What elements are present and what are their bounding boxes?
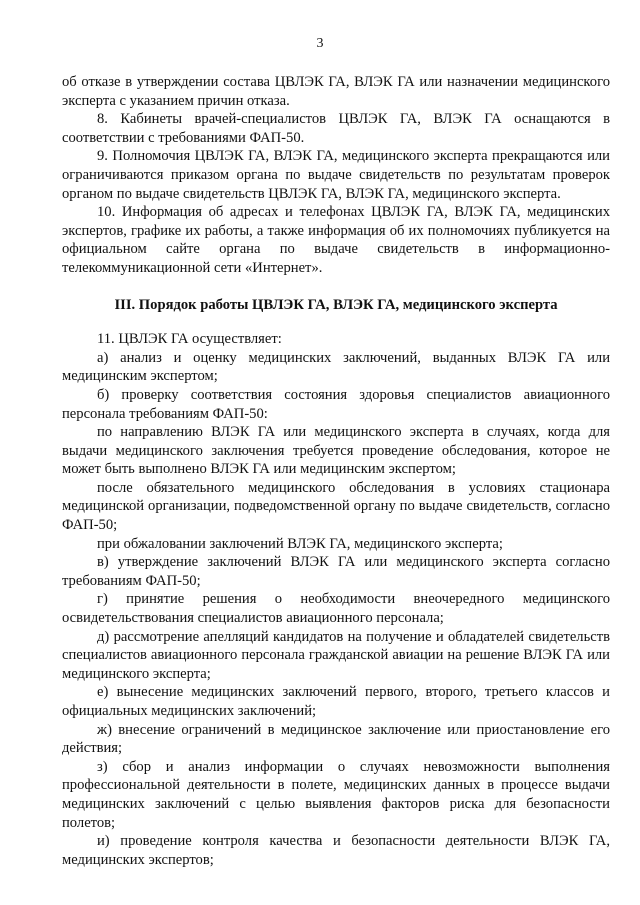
paragraph: после обязательного медицинского обследования в условиях стационара медицинской организации, подведомственной органу по выдаче свидетельств, согласно ФАП-50; bbox=[62, 479, 610, 534]
paragraphs-after-section bbox=[62, 330, 610, 869]
paragraph: д) рассмотрение апелляций кандидатов на получение и обладателей свидетельств специалистов авиационного персонала гражданской авиации на решение ВЛЭК ГА или медицинского эксперта; bbox=[62, 628, 610, 682]
paragraph: 11. ЦВЛЭК ГА осуществляет: bbox=[97, 331, 282, 348]
paragraph: з) сбор и анализ информации о случаях невозможности выполнения профессиональной деятельности в полете, медицинских данных в процессе выдачи медицинских заключений с целью выявления факторов риска для безопасности полетов; bbox=[62, 758, 610, 831]
page-number: 3 bbox=[316, 36, 324, 51]
paragraphs-before-section bbox=[62, 73, 610, 278]
paragraph: об отказе в утверждении состава ЦВЛЭК ГА, ВЛЭК ГА или назначении медицинского эксперта с указанием причин отказа. bbox=[62, 74, 610, 109]
paragraph: г) принятие решения о необходимости внеочередного медицинского освидетельствования специалистов авиационного персонала; bbox=[62, 591, 610, 627]
document-body bbox=[62, 73, 610, 869]
paragraph: по направлению ВЛЭК ГА или медицинского эксперта в случаях, когда для выдачи медицинского заключения требуется проведение обследования, которое не может быть выполнено ВЛЭК ГА или медицинским экспертом; bbox=[62, 424, 610, 478]
paragraph: ж) внесение ограничений в медицинское заключение или приостановление его действия; bbox=[62, 721, 610, 757]
paragraph: 9. Полномочия ЦВЛЭК ГА, ВЛЭК ГА, медицинского эксперта прекращаются или ограничиваются приказом органа по выдаче свидетельств по результатам проверок органом по выдаче свидетельств ЦВЛЭК ГА, ВЛЭК ГА, медицинского эксперта. bbox=[62, 148, 610, 202]
paragraph: е) вынесение медицинских заключений первого, второго, третьего классов и официальных медицинских заключений; bbox=[62, 684, 610, 719]
paragraph: при обжаловании заключений ВЛЭК ГА, медицинского эксперта; bbox=[97, 535, 503, 552]
paragraph: б) проверку соответствия состояния здоровья специалистов авиационного персонала требованиям ФАП-50: bbox=[62, 386, 610, 422]
paragraph: в) утверждение заключений ВЛЭК ГА или медицинского эксперта согласно требованиям ФАП-50; bbox=[62, 554, 610, 589]
paragraph: 10. Информация об адресах и телефонах ЦВЛЭК ГА, ВЛЭК ГА, медицинских экспертов, графике их работы, а также информация об их полномочиях публикуется на официальном сайте органа по выдаче свидетельств в информационно-телекоммуникационной сети «Интернет». bbox=[62, 204, 610, 276]
paragraph: 8. Кабинеты врачей-специалистов ЦВЛЭК ГА, ВЛЭК ГА оснащаются в соответствии с требованиями ФАП-50. bbox=[62, 111, 610, 146]
section-heading: III. Порядок работы ЦВЛЭК ГА, ВЛЭК ГА, медицинского эксперта bbox=[114, 296, 558, 313]
paragraph: а) анализ и оценку медицинских заключений, выданных ВЛЭК ГА или медицинским экспертом; bbox=[62, 349, 610, 385]
paragraph: и) проведение контроля качества и безопасности деятельности ВЛЭК ГА, медицинских экспертов; bbox=[62, 833, 610, 868]
